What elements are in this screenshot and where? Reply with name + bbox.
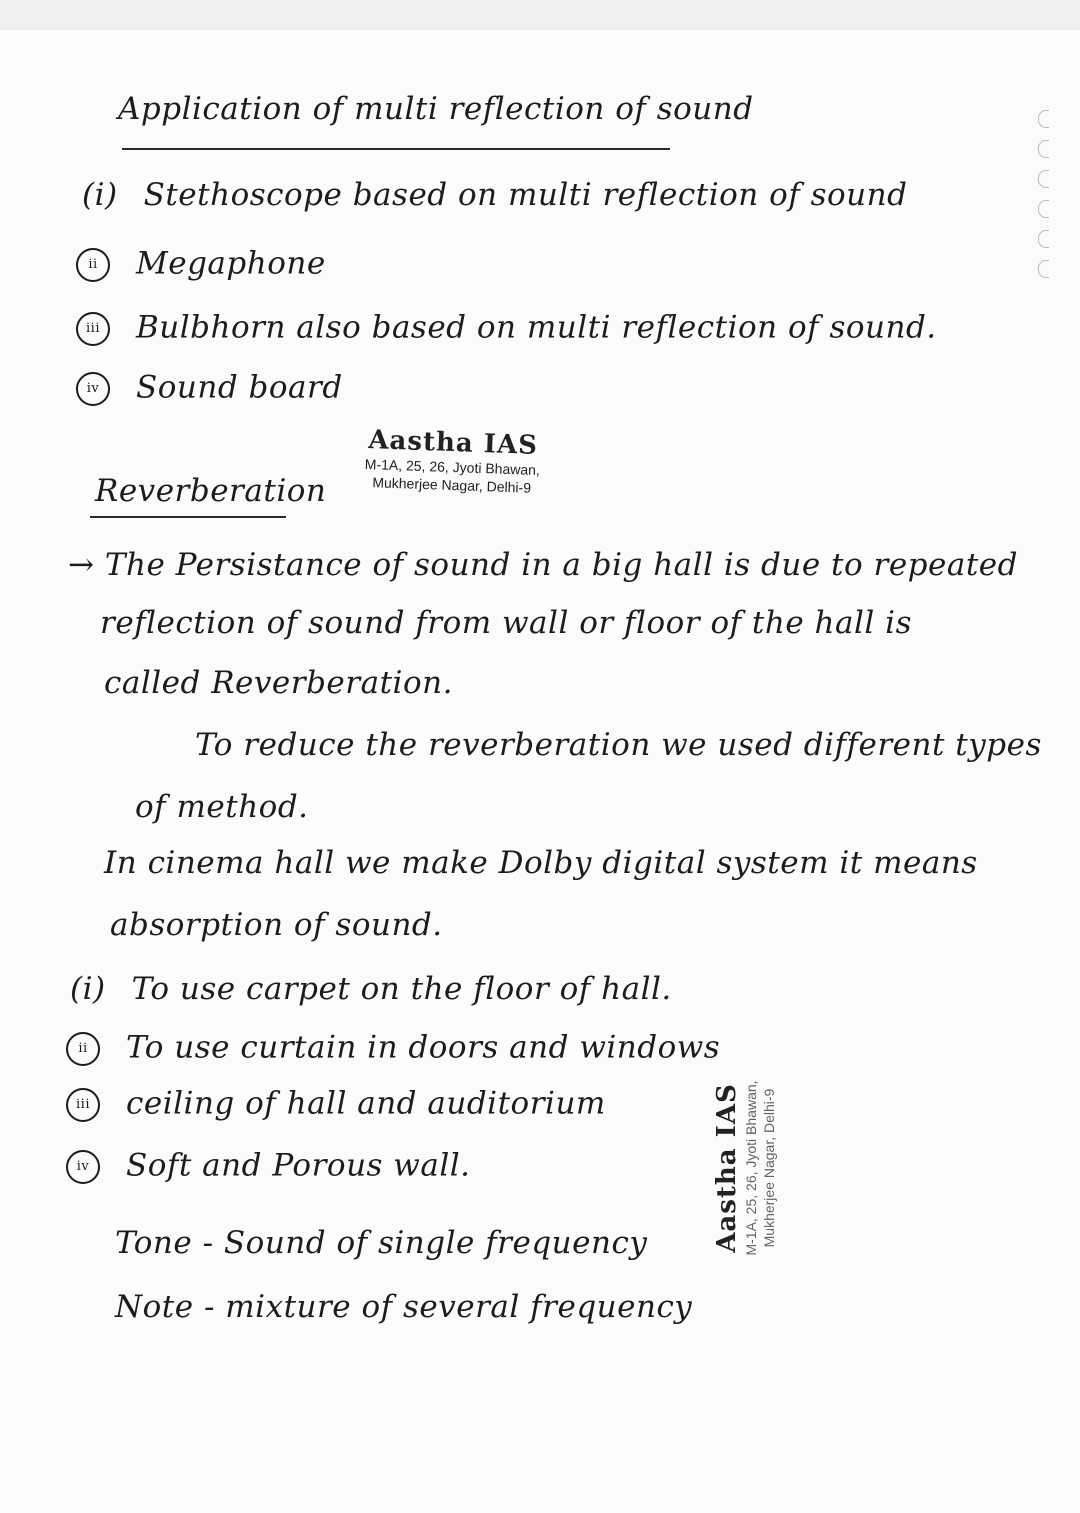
list1-marker-3: iii bbox=[76, 312, 110, 346]
list2-text-1: To use carpet on the floor of hall. bbox=[131, 971, 672, 1007]
heading-application: Application of multi reflection of sound bbox=[118, 91, 754, 127]
list1-text-2: Megaphone bbox=[136, 245, 326, 282]
stamp2-address-line2: Mukherjee Nagar, Delhi-9 bbox=[761, 1088, 777, 1248]
para1-line-1: → The Persistance of sound in a big hall is due to repeated bbox=[68, 547, 1018, 583]
list2-item-4 bbox=[66, 1147, 471, 1184]
list2-item-1 bbox=[70, 971, 672, 1007]
institute-stamp-rotated bbox=[712, 1033, 778, 1303]
list1-item-2 bbox=[76, 245, 326, 282]
list2-text-4: Soft and Porous wall. bbox=[126, 1147, 471, 1184]
notebook-page bbox=[0, 30, 1080, 1513]
heading-application-underline bbox=[122, 148, 670, 150]
list2-text-2: To use curtain in doors and windows bbox=[126, 1029, 721, 1066]
list2-marker-3: iii bbox=[66, 1088, 100, 1122]
list2-marker-4: iv bbox=[66, 1150, 100, 1184]
para2-line-2: of method. bbox=[135, 789, 309, 825]
list1-text-3: Bulbhorn also based on multi reflection of sound. bbox=[136, 309, 937, 346]
list2-marker-1: (i) bbox=[70, 971, 106, 1007]
binding-holes bbox=[1038, 110, 1052, 290]
para2-line-1: To reduce the reverberation we used different types bbox=[195, 727, 1042, 763]
list2-item-2 bbox=[66, 1029, 721, 1066]
list1-marker-2: ii bbox=[76, 248, 110, 282]
stamp2-title: Aastha IAS bbox=[712, 1083, 742, 1253]
list1-marker-4: iv bbox=[76, 372, 110, 406]
stamp2-address-line1: M-1A, 25, 26, Jyoti Bhawan, bbox=[743, 1080, 759, 1256]
stamp-address-line2: Mukherjee Nagar, Delhi-9 bbox=[372, 474, 532, 496]
list2-text-3: ceiling of hall and auditorium bbox=[126, 1085, 606, 1122]
list2-item-3 bbox=[66, 1085, 606, 1122]
para3-line-2: absorption of sound. bbox=[110, 907, 443, 943]
para1-line-2: reflection of sound from wall or floor of the hall is bbox=[100, 605, 913, 641]
institute-stamp bbox=[364, 425, 541, 497]
list1-text-1: Stethoscope based on multi reflection of sound bbox=[143, 177, 908, 213]
list1-item-1 bbox=[82, 177, 908, 213]
para1-line-3: called Reverberation. bbox=[104, 665, 453, 701]
stamp-title: Aastha IAS bbox=[367, 425, 539, 461]
list1-item-4 bbox=[76, 369, 343, 406]
heading-reverberation: Reverberation bbox=[95, 473, 327, 509]
list1-item-3 bbox=[76, 309, 937, 346]
list1-text-4: Sound board bbox=[136, 369, 343, 406]
heading-reverberation-underline bbox=[90, 516, 286, 518]
list2-marker-2: ii bbox=[66, 1032, 100, 1066]
definition-tone: Tone - Sound of single frequency bbox=[115, 1225, 648, 1261]
para3-line-1: In cinema hall we make Dolby digital system it means bbox=[104, 845, 978, 881]
definition-note: Note - mixture of several frequency bbox=[115, 1289, 693, 1325]
stamp-address-line1: M-1A, 25, 26, Jyoti Bhawan, bbox=[364, 455, 541, 479]
list1-marker-1: (i) bbox=[82, 177, 118, 213]
